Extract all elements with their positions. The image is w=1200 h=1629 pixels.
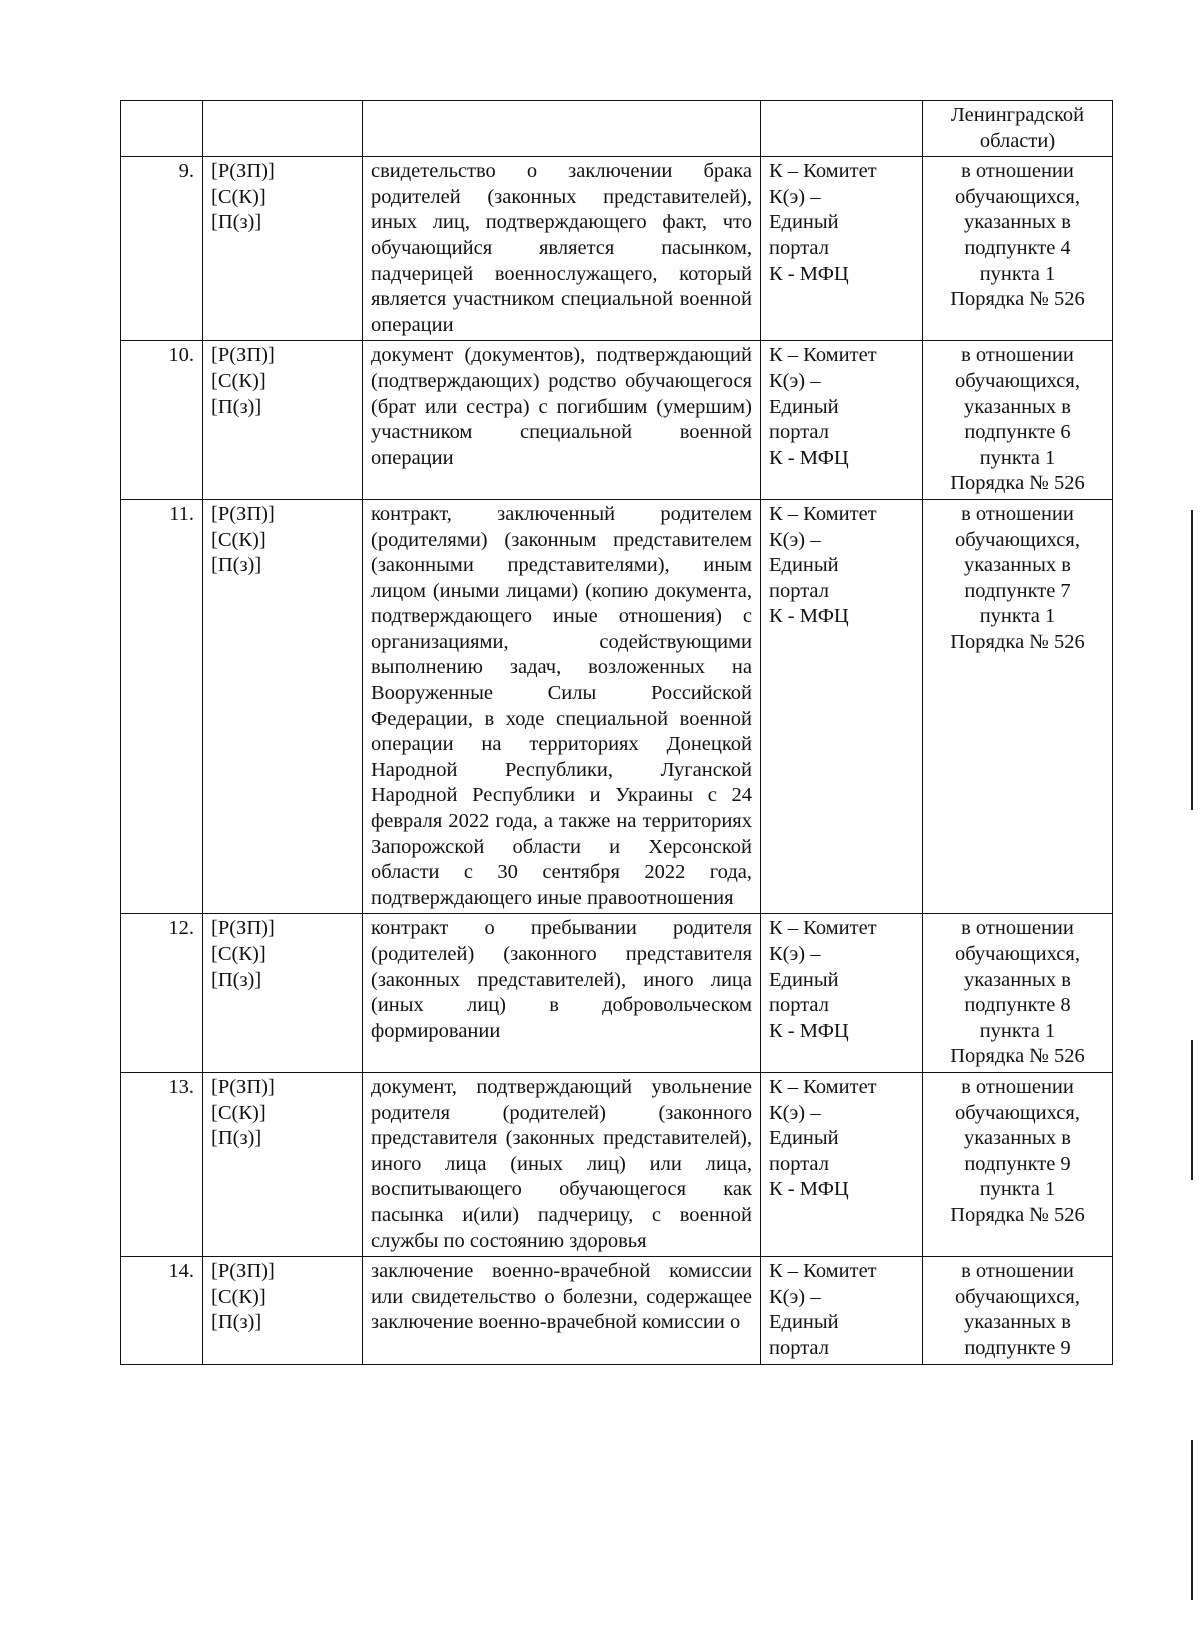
note-line: указанных в	[964, 1311, 1071, 1334]
source-cell	[761, 499, 923, 914]
note-line: в отношении	[961, 344, 1074, 367]
note-line: пункта 1	[979, 605, 1056, 628]
scan-artifact-mark	[1191, 1040, 1193, 1180]
row-number: 10.	[121, 341, 203, 500]
document-description: контракт, заключенный родителем (родителями) (законным представителем (законными представителями), иным лицом (иными лицами) (копию документа, подтверждающего иные отношения) с организациями, содействующими выполнению задач, возложенных на Вооруженные Силы Российской Федерации, в ходе специальной военной операции на территориях Донецкой Народной Республики, Луганской Народной Республики и Украины с 24 февраля 2022 года, а также на территориях Запорожской области и Херсонской области с 30 сентября 2022 года, подтверждающего иные правоотношения	[363, 499, 761, 914]
table-continuation-row	[121, 101, 1113, 157]
note-line: указанных в	[964, 395, 1071, 418]
note-line: обучающихся,	[955, 1101, 1080, 1124]
row-number: 11.	[121, 499, 203, 914]
source-line: К(э) –	[769, 1101, 821, 1124]
row-number: 13.	[121, 1072, 203, 1256]
note-line: обучающихся,	[955, 185, 1080, 208]
note-cell	[923, 1072, 1113, 1256]
note-cell	[923, 1257, 1113, 1364]
num-cell	[121, 101, 203, 157]
source-line: К – Комитет	[769, 344, 877, 367]
source-cell	[761, 1257, 923, 1364]
scan-artifact-mark	[1191, 510, 1193, 810]
code-line: [П(з)]	[211, 395, 262, 418]
source-line: Единый	[769, 968, 839, 991]
note-line: пункта 1	[979, 446, 1056, 469]
code-line: [С(К)]	[211, 185, 266, 208]
source-line: портал	[769, 236, 829, 259]
source-cell	[761, 341, 923, 500]
code-cell	[203, 1257, 363, 1364]
source-line: портал	[769, 579, 829, 602]
source-cell	[761, 101, 923, 157]
note-line: обучающихся,	[955, 528, 1080, 551]
note-line: Порядка № 526	[950, 288, 1085, 311]
source-line: К(э) –	[769, 528, 821, 551]
note-line: пункта 1	[979, 262, 1056, 285]
note-line: подпункте 9	[964, 1336, 1071, 1359]
source-line: К - МФЦ	[769, 605, 849, 628]
row-number: 9.	[121, 157, 203, 341]
source-line: К – Комитет	[769, 1260, 877, 1283]
document-description: свидетельство о заключении брака родителей (законных представителей), иных лиц, подтверждающего факт, что обучающийся является пасынком, падчерицей военнослужащего, который является участником специальной военной операции	[363, 157, 761, 341]
code-line: [П(з)]	[211, 211, 262, 234]
code-line: [Р(ЗП)]	[211, 917, 275, 940]
note-line: обучающихся,	[955, 943, 1080, 965]
note-cell	[923, 101, 1113, 157]
note-line: подпункте 8	[964, 994, 1071, 1017]
source-line: портал	[769, 1152, 829, 1175]
source-line: К – Комитет	[769, 917, 877, 940]
table-row	[121, 499, 1113, 914]
source-line: К - МФЦ	[769, 262, 849, 285]
code-line: [Р(ЗП)]	[211, 1075, 275, 1098]
note-line: указанных в	[964, 968, 1071, 991]
code-line: [С(К)]	[211, 528, 266, 551]
table-row	[121, 914, 1113, 1073]
note-line: области)	[979, 129, 1056, 152]
row-number: 14.	[121, 1257, 203, 1364]
source-line: Единый	[769, 395, 839, 418]
code-line: [Р(ЗП)]	[211, 502, 275, 525]
scan-artifact-mark	[1191, 1440, 1193, 1600]
document-description: документ, подтверждающий увольнение родителя (родителей) (законного представителя (законных представителей), иного лица (иных лиц) или лица, воспитывающего обучающегося как пасынка и(или) падчерицу, с военной службы по состоянию здоровья	[363, 1072, 761, 1256]
source-line: К(э) –	[769, 943, 821, 965]
source-cell	[761, 157, 923, 341]
table-row	[121, 157, 1113, 341]
source-line: К – Комитет	[769, 160, 877, 183]
note-line: в отношении	[961, 917, 1074, 940]
note-line: в отношении	[961, 160, 1074, 183]
source-cell	[761, 1072, 923, 1256]
note-cell	[923, 499, 1113, 914]
source-line: портал	[769, 421, 829, 444]
code-line: [С(К)]	[211, 1285, 266, 1308]
source-line: портал	[769, 1336, 829, 1359]
source-line: К(э) –	[769, 369, 821, 392]
note-line: пункта 1	[979, 1178, 1056, 1201]
document-description: документ (документов), подтверждающий (подтверждающих) родство обучающегося (брат или сестра) с погибшим (умершим) участником специальной военной операции	[363, 341, 761, 500]
note-line: в отношении	[961, 1075, 1074, 1098]
source-line: Единый	[769, 1311, 839, 1334]
note-line: подпункте 6	[964, 421, 1071, 444]
table-row	[121, 341, 1113, 500]
source-line: К – Комитет	[769, 1075, 877, 1098]
code-line: [П(з)]	[211, 1127, 262, 1150]
source-line: Единый	[769, 1127, 839, 1150]
code-cell	[203, 341, 363, 500]
note-line: обучающихся,	[955, 1285, 1080, 1308]
note-cell	[923, 157, 1113, 341]
code-line: [С(К)]	[211, 943, 266, 965]
note-line: указанных в	[964, 554, 1071, 577]
table-row	[121, 1072, 1113, 1256]
code-cell	[203, 499, 363, 914]
source-line: Единый	[769, 554, 839, 577]
note-line: в отношении	[961, 1260, 1074, 1283]
documents-table	[120, 100, 1113, 1365]
code-cell	[203, 101, 363, 157]
note-line: обучающихся,	[955, 369, 1080, 392]
note-line: Порядка № 526	[950, 1045, 1085, 1068]
document-description: заключение военно-врачебной комиссии или свидетельство о болезни, содержащее заключение военно-врачебной комиссии о	[363, 1257, 761, 1364]
source-line: К – Комитет	[769, 502, 877, 525]
note-line: Порядка № 526	[950, 630, 1085, 653]
row-number: 12.	[121, 914, 203, 1073]
code-line: [Р(ЗП)]	[211, 1260, 275, 1283]
code-line: [П(з)]	[211, 968, 262, 991]
note-line: указанных в	[964, 211, 1071, 234]
document-description: контракт о пребывании родителя (родителей) (законного представителя (законных представителей), иного лица (иных лиц) в добровольческом формировании	[363, 914, 761, 1073]
code-cell	[203, 914, 363, 1073]
table-body	[121, 101, 1113, 1365]
source-line: К - МФЦ	[769, 1019, 849, 1042]
note-line: указанных в	[964, 1127, 1071, 1150]
code-line: [Р(ЗП)]	[211, 344, 275, 367]
code-line: [С(К)]	[211, 369, 266, 392]
code-line: [П(з)]	[211, 1311, 262, 1334]
note-line: подпункте 4	[964, 236, 1071, 259]
source-line: К - МФЦ	[769, 446, 849, 469]
note-line: подпункте 7	[964, 579, 1071, 602]
table-row	[121, 1257, 1113, 1364]
note-cell	[923, 914, 1113, 1073]
source-line: К(э) –	[769, 1285, 821, 1308]
source-line: К(э) –	[769, 185, 821, 208]
source-line: К - МФЦ	[769, 1178, 849, 1201]
note-cell	[923, 341, 1113, 500]
note-line: в отношении	[961, 502, 1074, 525]
code-line: [Р(ЗП)]	[211, 160, 275, 183]
note-line: Порядка № 526	[950, 1203, 1085, 1226]
code-cell	[203, 1072, 363, 1256]
source-cell	[761, 914, 923, 1073]
source-line: Единый	[769, 211, 839, 234]
note-line: Ленинградской	[950, 104, 1085, 126]
code-line: [П(з)]	[211, 554, 262, 577]
document-cell	[363, 101, 761, 157]
code-cell	[203, 157, 363, 341]
note-line: пункта 1	[979, 1019, 1056, 1042]
note-line: подпункте 9	[964, 1152, 1071, 1175]
source-line: портал	[769, 994, 829, 1017]
note-line: Порядка № 526	[950, 472, 1085, 495]
code-line: [С(К)]	[211, 1101, 266, 1124]
